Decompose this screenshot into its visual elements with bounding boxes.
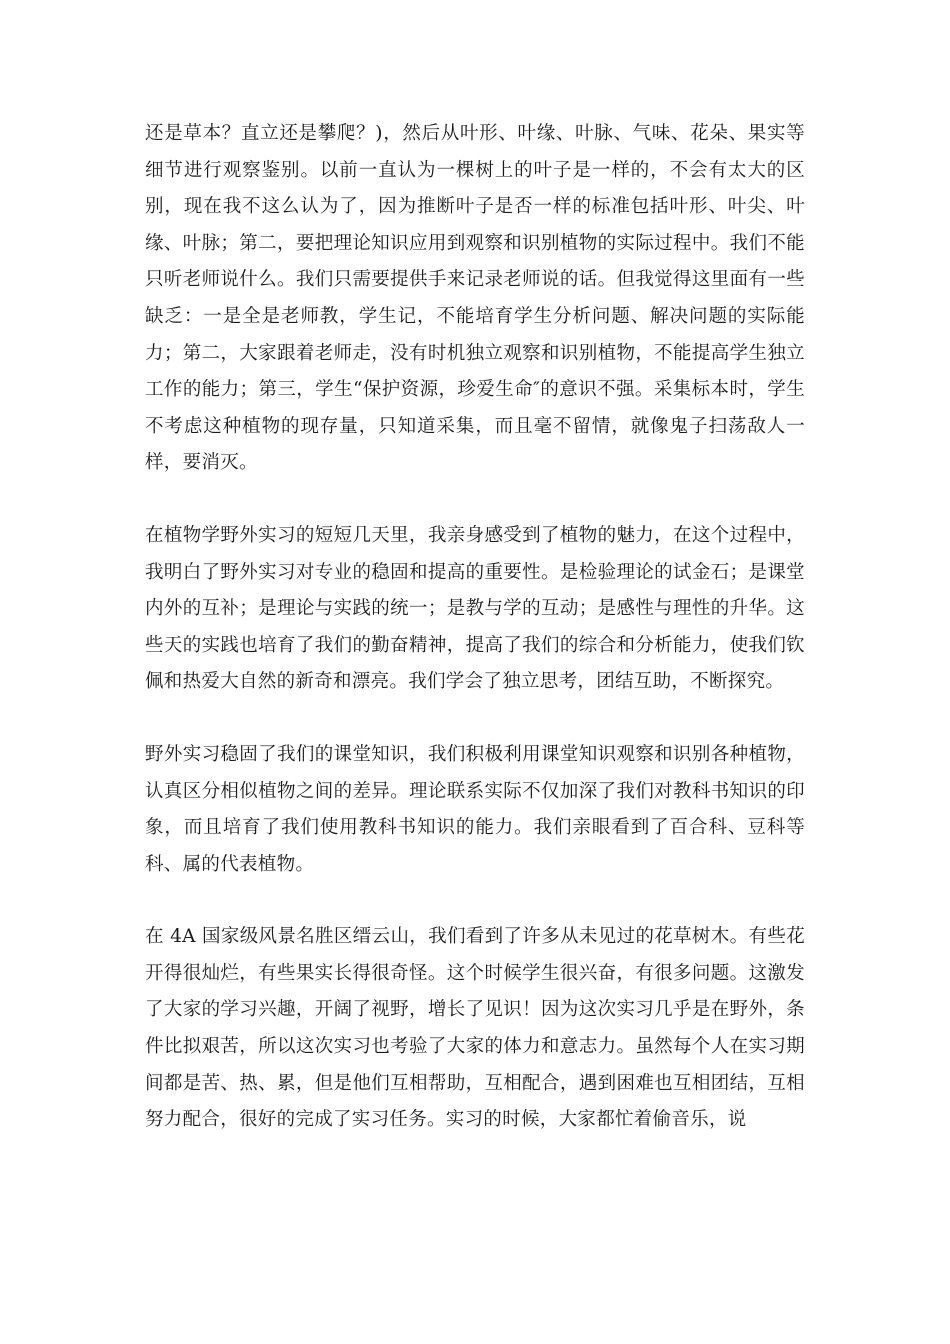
paragraph-4: 在 4A 国家级风景名胜区缙云山，我们看到了许多从未见过的花草树木。有些花开得很灿烂，有些果实长得很奇怪。这个时候学生很兴奋，有很多问题。这激发了大家的学习兴趣，开阔了视野，增长了见识！因为这次实习几乎是在野外，条件比拟艰苦，所以这次实习也考验了大家的体力和意志力。虽然每个人在实习期间都是苦、热、累，但是他们互相帮助，互相配合，遇到困难也互相团结，互相努力配合，很好的完成了实习任务。实习的时候，大家都忙着偷音乐，说 [145,926,805,1131]
paragraph-3: 野外实习稳固了我们的课堂知识，我们积极利用课堂知识观察和识别各种植物，认真区分相似植物之间的差异。理论联系实际不仅加深了我们对教科书知识的印象，而且培育了我们使用教科书知识的能力。我们亲眼看到了百合科、豆科等科、属的代表植物。 [145,743,805,875]
paragraph-1: 还是草本？直立还是攀爬？)，然后从叶形、叶缘、叶脉、气味、花朵、果实等细节进行观察鉴别。以前一直认为一棵树上的叶子是一样的，不会有太大的区别，现在我不这么认为了，因为推断叶子是否一样的标准包括叶形、叶尖、叶缘、叶脉；第二，要把理论知识应用到观察和识别植物的实际过程中。我们不能只听老师说什么。我们只需要提供手来记录老师说的话。但我觉得这里面有一些缺乏：一是全是老师教，学生记，不能培育学生分析问题、解决问题的实际能力；第二，大家跟着老师走，没有时机独立观察和识别植物，不能提高学生独立工作的能力；第三，学生“保护资源，珍爱生命″的意识不强。采集标本时，学生不考虑这种植物的现存量，只知道采集，而且毫不留情，就像鬼子扫荡敌人一样，要消灭。 [145,123,805,474]
paragraph-2: 在植物学野外实习的短短几天里，我亲身感受到了植物的魅力，在这个过程中，我明白了野外实习对专业的稳固和提高的重要性。是检验理论的试金石；是课堂内外的互补；是理论与实践的统一；是教与学的互动；是感性与理性的升华。这些天的实践也培育了我们的勤奋精神，提高了我们的综合和分析能力，使我们钦佩和热爱大自然的新奇和漂亮。我们学会了独立思考，团结互助，不断探究。 [145,524,805,693]
document-body [145,116,805,1175]
